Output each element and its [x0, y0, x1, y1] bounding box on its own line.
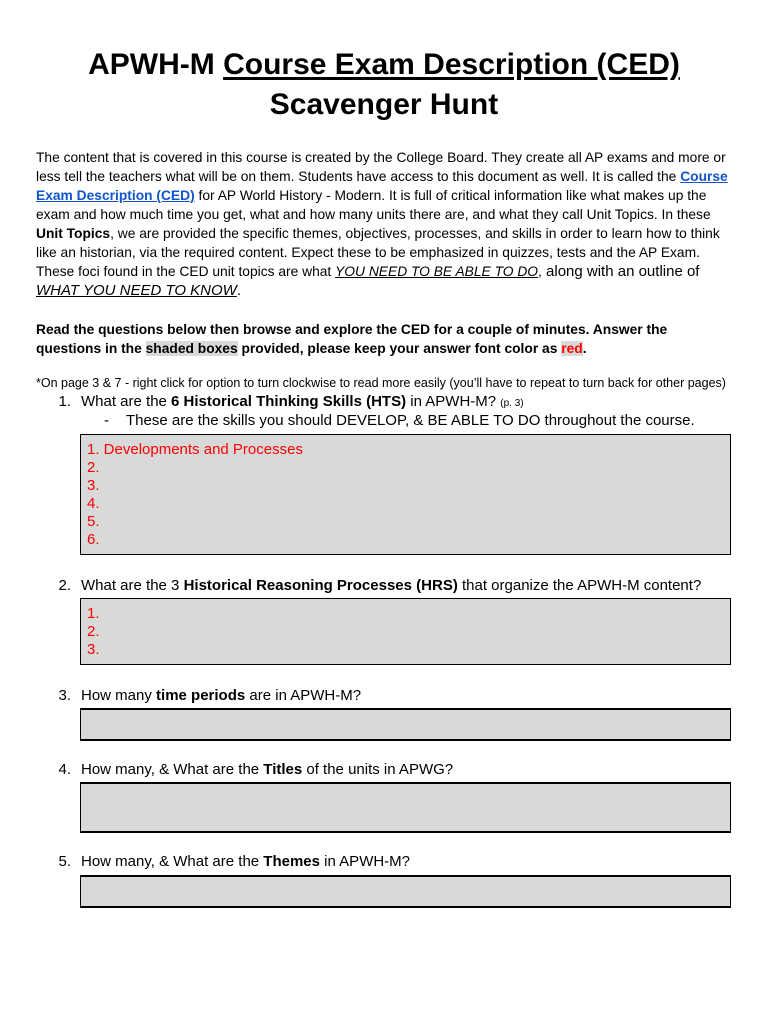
question-text: in APWH-M?: [406, 393, 501, 410]
sub-bullet-text: These are the skills you should DEVELOP, & BE ABLE TO DO throughout the course.: [126, 412, 695, 429]
answer-line: 6.: [87, 531, 100, 548]
title-line-1: [0, 45, 768, 85]
red-word-highlight: red: [561, 341, 583, 356]
shaded-boxes-highlight: shaded boxes: [145, 341, 238, 356]
question-term: 6 Historical Thinking Skills (HTS): [171, 393, 407, 410]
answer-line: 1.: [87, 605, 100, 622]
answer-line: 1. Developments and Processes: [87, 441, 303, 458]
question-text: What are the: [81, 393, 172, 410]
question-text: are in APWH-M?: [245, 687, 362, 704]
intro-text: The content that is covered in this course is created by the College Board. They create all AP exams and more or less tell the teachers what will be on them. Students have access to this document as well. It is called the: [36, 150, 726, 184]
rotation-note: *On page 3 & 7 - right click for option to turn clockwise to read more easily (you’ll have to repeat to turn back for other pages): [36, 376, 726, 390]
instructions-text: provided, please keep your answer font color as: [237, 341, 562, 356]
question-term: Historical Reasoning Processes (HRS): [183, 577, 458, 594]
question-prompt: [81, 687, 361, 705]
question-1: [0, 393, 768, 411]
question-prompt: [81, 577, 701, 595]
question-prompt: [81, 393, 524, 413]
answer-box-3[interactable]: [80, 708, 731, 741]
instructions-text: Read the questions below then browse and explore the CED for a couple of minutes. Answer the questions in the: [36, 322, 668, 356]
question-5: [0, 853, 768, 871]
question-text: How many, & What are the: [81, 853, 264, 870]
question-text: How many: [81, 687, 157, 704]
question-text: of the units in APWG?: [302, 761, 454, 778]
question-3: [0, 687, 768, 705]
unit-topics-bold: Unit Topics: [36, 226, 111, 241]
intro-text: , we are provided the specific themes, objectives, processes, and skills in order to learn how to think like an historian, via the required content. Expect these to be emphasized in quizzes, tests and the AP Exam. These foci found in the CED unit topics are what: [36, 226, 720, 279]
answer-line: 2.: [87, 459, 100, 476]
title-line-2: Scavenger Hunt: [269, 88, 499, 121]
question-number: 5.: [58, 853, 71, 870]
emphasis-able-to-do: YOU NEED TO BE ABLE TO DO: [335, 264, 539, 279]
question-text: in APWH-M?: [320, 853, 411, 870]
answer-box-1[interactable]: [80, 434, 731, 555]
ced-link[interactable]: Course Exam Description (CED): [36, 169, 728, 203]
question-term: Titles: [263, 761, 303, 778]
question-term: time periods: [156, 687, 246, 704]
answer-line: 3.: [87, 477, 100, 494]
title-prefix: APWH-M: [88, 48, 224, 81]
answer-line: 2.: [87, 623, 100, 640]
page-reference: (p. 3): [500, 398, 524, 409]
question-prompt: [81, 853, 410, 871]
intro-text: for AP World History - Modern. It is full of critical information like what makes up the exam and how much time you get, what and how many units there are, and what they call Unit Topics. In these: [36, 188, 711, 222]
question-text: that organize the APWH-M content?: [457, 577, 702, 594]
answer-line: 4.: [87, 495, 100, 512]
question-number: 2.: [58, 577, 71, 594]
answer-box-4[interactable]: [80, 782, 731, 833]
question-1-sub-bullet: [0, 412, 768, 430]
intro-paragraph: [36, 148, 732, 300]
intro-text: ,: [538, 264, 542, 279]
instructions-text: .: [582, 341, 587, 356]
question-2: [0, 577, 768, 595]
question-term: Themes: [263, 853, 320, 870]
emphasis-need-to-know: WHAT YOU NEED TO KNOW: [36, 282, 237, 299]
question-number: 3.: [58, 687, 71, 704]
title-underlined: Course Exam Description (CED): [223, 48, 680, 81]
answer-line: 5.: [87, 513, 100, 530]
answer-box-2[interactable]: [80, 598, 731, 665]
question-text: What are the 3: [81, 577, 184, 594]
question-number: 1.: [58, 393, 71, 410]
question-number: 4.: [58, 761, 71, 778]
page-title: [0, 45, 768, 125]
question-prompt: [81, 761, 453, 779]
question-4: [0, 761, 768, 779]
question-text: How many, & What are the: [81, 761, 264, 778]
intro-text-large: .: [236, 282, 242, 299]
intro-text-large: along with an outline of: [541, 263, 700, 280]
dash-bullet: -: [104, 412, 109, 429]
instructions-paragraph: [36, 320, 732, 358]
answer-line: 3.: [87, 641, 100, 658]
answer-box-5[interactable]: [80, 875, 731, 908]
